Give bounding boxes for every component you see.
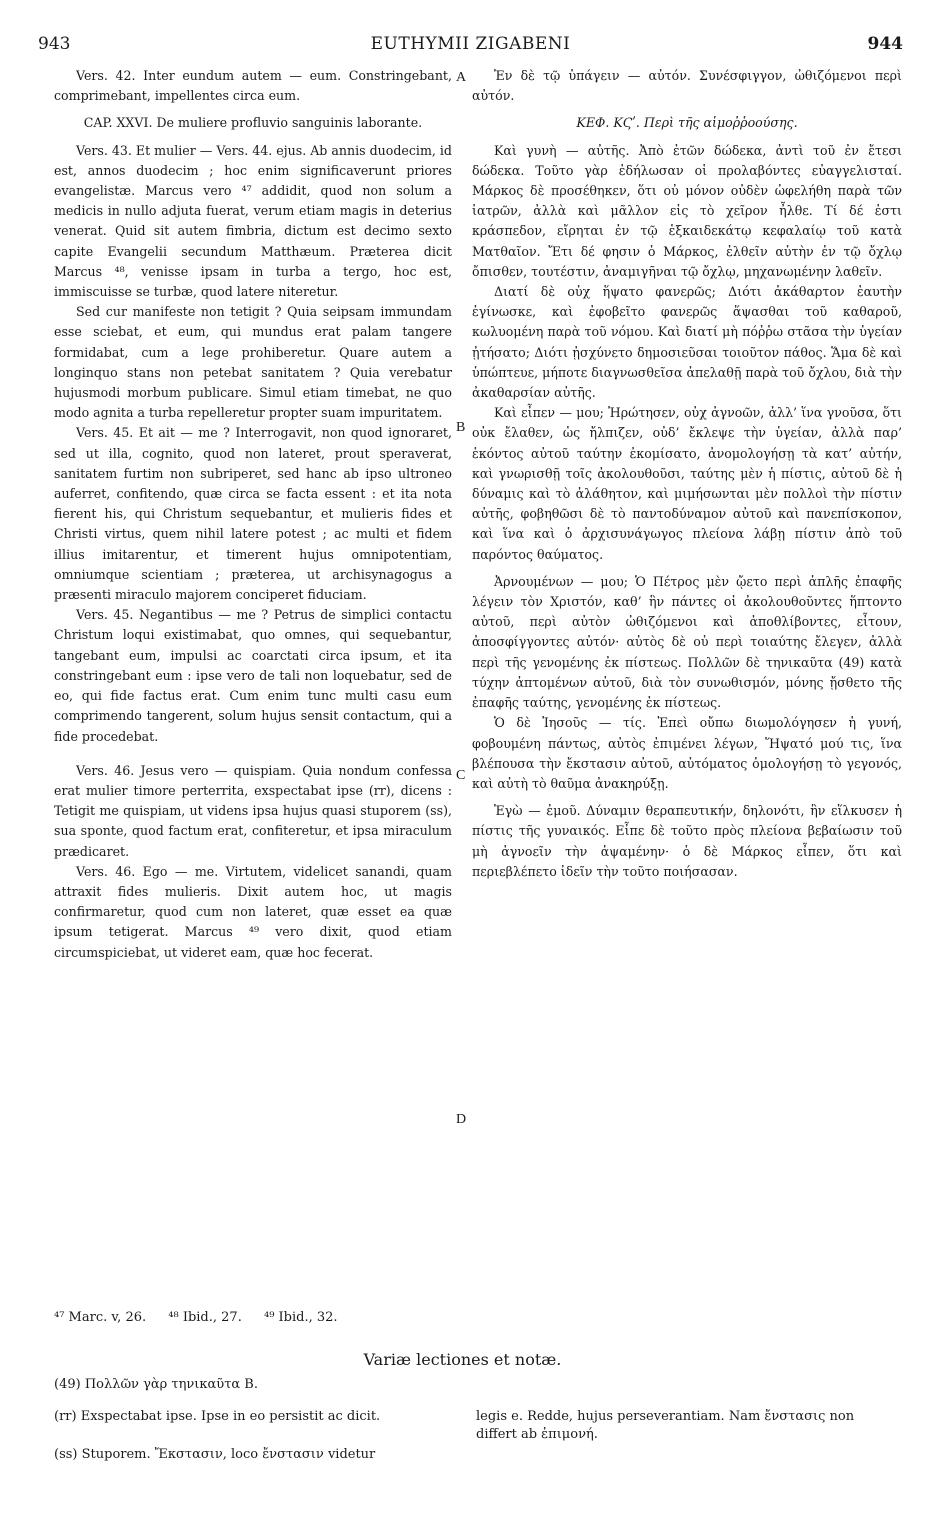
latin-paragraph: Vers. 45. Negantibus — me ? Petrus de simplici contactu Christum loqui existimabat, quo omnes, qui sequebantur, tangebant eum, impulsi ac coarctati circa ipsum, et ita constringebant eum : ipse vero de tali non loquebatur, sed de eo, qui fide factus erat. Cum enim tunc multi casu eum comprimendo tangerent, solum hujus sensit contactum, qui a fide procedebat. — [54, 607, 452, 744]
greek-paragraph: Ἐγὼ — ἐμοῦ. Δύναμιν θεραπευτικήν, δηλονότι, ἣν εἵλκυσεν ἡ πίστις τῆς γυναικός. Εἶπε δὲ τοῦτο πρὸς πλείονα βεβαίωσιν τοῦ μὴ ἀγνοεῖν τὴν ἁψαμένην· ὁ δὲ Μάρκος εἶπεν, ὅτι καὶ περιεβλέπετο ἰδεῖν τὴν τοῦτο ποιήσασαν. — [472, 803, 902, 879]
greek-paragraph: Ὁ δὲ Ἰησοῦς — τίς. Ἐπεὶ οὔπω διωμολόγησεν ἡ γυνή, φοβουμένη πάντως, αὐτὸς ἐπιμένει λέγων, Ἥψατό μού τις, ἵνα βλέπουσα τὴν ἔκστασιν αὐτοῦ, αὐτόματος ὁμολογήσῃ τὸ γεγονός, καὶ αὐτὴ τὸ θαῦμα ἀνακηρύξῃ. — [472, 715, 902, 791]
latin-paragraph: Vers. 42. Inter eundum autem — eum. Constringebant, comprimebant, impellentes circa eum. — [54, 68, 452, 104]
greek-chapter-heading: ΚΕΦ. ΚϚʹ. Περὶ τῆς αἱμοῤῥοούσης. — [576, 115, 798, 131]
latin-chapter-heading: CAP. XXVI. De muliere profluvio sanguinis laborante. — [83, 115, 423, 131]
latin-footnotes — [54, 1310, 356, 1325]
margin-marker-a: A — [456, 70, 467, 85]
footnote-49: ⁴⁹ Ibid., 32. — [263, 1310, 338, 1325]
variant-note-ss: (ss) Stuporem. Ἔκστασιν, loco ἔνστασιν videtur — [54, 1447, 376, 1462]
margin-marker-c: C — [456, 768, 466, 783]
variae-heading: Variæ lectiones et notæ. — [363, 1350, 562, 1369]
page-number-right: 944 — [867, 34, 903, 54]
latin-paragraph: Vers. 46. Jesus vero — quispiam. Quia nondum confessa erat mulier timore perterrita, exspectabat ipse (rr), dicens : Tetigit me quispiam, ut videns ipsa hujus quasi stuporem (ss), sua sponte, quod factum erat, confiteretur, et ipsa miraculum prædicaret. — [54, 762, 452, 859]
latin-paragraph: Vers. 45. Et ait — me ? Interrogavit, non quod ignoraret, sed ut illa, cognito, quod non lateret, prout speraverat, sanitatem furtim non subriperet, sed hanc ab ipso ultroneo auferret, confitendo, quæ circa se facta essent : et ita nota fierent his, qui Christum sequebantur, et mulieris fides et Christi virtus, quem nihil latere potest ; ac multi et fidem illius imitarentur, et timerent hujus omnipotentiam, omniumque scientiam ; præterea, ut archisynagogus a præsenti miraculo majorem conciperet fiduciam. — [54, 425, 452, 603]
latin-paragraph: Sed cur manifeste non tetigit ? Quia seipsam immundam esse sciebat, et eum, qui mundus erat palam tangere formidabat, cum a lege prohiberetur. Quare autem a longinquo stans non petebat sanitatem ? Quia verebatur hujusmodi morbum publicare. Simul etiam timebat, ne quo modo agnita a turba repelleretur propter suam impuritatem. — [54, 304, 452, 421]
latin-paragraph: Vers. 43. Et mulier — Vers. 44. ejus. Ab annis duodecim, id est, annos duodecim ; hoc enim significaverunt priores evangelistæ. Marcus vero ⁴⁷ addidit, quod non solum a medicis in nullo adjuta fuerat, verum etiam magis in deterius venerat. Quid sit autem fimbria, dictum est decimo sexto capite Evangelii secundum Matthæum. Præterea dicit Marcus ⁴⁸, venisse ipsam in turba a tergo, hoc est, immiscuisse se turbæ, quod latere niteretur. — [54, 142, 452, 300]
greek-paragraph: Καὶ γυνὴ — αὐτῆς. Ἀπὸ ἐτῶν δώδεκα, ἀντὶ τοῦ ἐν ἔτεσι δώδεκα. Τοῦτο γὰρ ἐδήλωσαν οἱ προλαβόντες εὐαγγελισταί. Μάρκος δὲ προσέθηκεν, ὅτι οὐ μόνον οὐδὲν ὠφελήθη παρὰ τῶν ἰατρῶν, ἀλλὰ καὶ μᾶλλον εἰς τὸ χεῖρον ἦλθε. Τί δέ ἐστι κράσπεδον, εἴρηται ἐν τῷ ἑξκαιδεκάτῳ κεφαλαίῳ τοῦ κατὰ Ματθαῖον. Ἔτι δέ φησιν ὁ Μάρκος, ἐλθεῖν αὐτὴν ἐν τῷ ὄχλῳ ὄπισθεν, τουτέστιν, ἀναμιγῆναι τῷ ὄχλῳ, μηχανωμένην λαθεῖν. — [472, 142, 902, 279]
running-title: EUTHYMII ZIGABENI — [370, 34, 571, 54]
margin-marker-b: B — [456, 420, 466, 435]
latin-column — [54, 66, 452, 963]
greek-paragraph: Ἐν δὲ τῷ ὑπάγειν — αὐτόν. Συνέσφιγγον, ὠθιζόμενοι περὶ αὐτόν. — [472, 68, 902, 104]
latin-paragraph: Vers. 46. Ego — me. Virtutem, videlicet sanandi, quam attraxit fides mulieris. Dixit autem hoc, ut magis confirmaretur, quod cum non lateret, quæ esset ea quæ ipsum tetigerat. Marcus ⁴⁹ vero dixit, quod etiam circumspiciebat, ut videret eam, quæ hoc fecerat. — [54, 863, 452, 960]
greek-paragraph: Ἀρνουμένων — μου; Ὁ Πέτρος μὲν ᾤετο περὶ ἁπλῆς ἐπαφῆς λέγειν τὸν Χριστόν, καθ’ ἣν πάντες οἱ ἀκολουθοῦντες ἥπτοντο αὐτοῦ, περὶ αὐτὸν ὠθιζόμενοι καὶ ἀποθλίβοντες, εἶτουν, ἀποσφίγγοντες αὐτόν· αὐτὸς δὲ οὐ περὶ τοιαύτης ἔλεγεν, ἀλλὰ περὶ τῆς γενομένης ἐκ πίστεως. Πολλῶν δὲ τηνικαῦτα (49) κατὰ τύχην ἁπτομένων αὐτοῦ, διὰ τὸν συνωθισμόν, μόνης ᾔσθετο τῆς ἐπαφῆς ταύτης, γενομένης ἐκ πίστεως. — [472, 573, 902, 711]
variant-note-rr-continued: legis e. Redde, hujus perseverantiam. Nam ἔνστασις non differt ab ἐπιμονή. — [476, 1409, 855, 1442]
footnote-47: ⁴⁷ Marc. v, 26. — [54, 1310, 147, 1325]
greek-paragraph: Καὶ εἶπεν — μου; Ἠρώτησεν, οὐχ ἀγνοῶν, ἀλλ’ ἵνα γνοῦσα, ὅτι οὐκ ἔλαθεν, ὡς ἤλπιζεν, οὐδ’ ἔκλεψε τὴν ὑγείαν, ἀλλὰ παρ’ ἑκόντος αὐτοῦ ταύτην ἐκομίσατο, ἀνομολογήσῃ τὰ κατ’ αὐτήν, καὶ γνωρισθῇ τοῖς ἀκολουθοῦσι, ταύτης μὲν ἡ πίστις, αὐτοῦ δὲ ἡ δύναμις καὶ τὸ ἀλάθητον, καὶ μιμήσωνται μὲν πολλοὶ τὴν πίστιν αὐτῆς, φοβηθῶσι δὲ τὸ παντοδύναμον αὐτοῦ καὶ πανεπίσκοπον, καὶ ἵνα καὶ ὁ ἀρχισυνάγωγος πλείονα λάβῃ πίστιν ἀπὸ τοῦ παρόντος θαύματος. — [472, 405, 902, 562]
running-header — [38, 34, 903, 58]
footnote-48: ⁴⁸ Ibid., 27. — [168, 1310, 242, 1325]
greek-column — [472, 66, 902, 882]
margin-marker-d: D — [456, 1112, 467, 1127]
page-number-left: 943 — [38, 34, 71, 54]
variant-note-rr: (rr) Exspectabat ipse. Ipse in eo persistit ac dicit. — [54, 1409, 381, 1424]
variant-note-49: (49) Πολλῶν γὰρ τηνικαῦτα B. — [54, 1377, 258, 1392]
greek-paragraph: Διατί δὲ οὐχ ἥψατο φανερῶς; Διότι ἀκάθαρτον ἑαυτὴν ἐγίνωσκε, καὶ ἐφοβεῖτο φανερῶς ἅψασθαι τοῦ καθαροῦ, κωλυομένη παρὰ τοῦ νόμου. Καὶ διατί μὴ πόῤῥω στᾶσα τὴν ὑγείαν ᾐτήσατο; Διότι ᾐσχύνετο δημοσιεῦσαι τοιοῦτον πάθος. Ἅμα δὲ καὶ ὑπώπτευε, μήποτε διαγνωσθεῖσα ἀπελαθῇ παρὰ τοῦ ὄχλου, διὰ τὴν ἀκαθαρσίαν αὐτῆς. — [472, 284, 902, 401]
